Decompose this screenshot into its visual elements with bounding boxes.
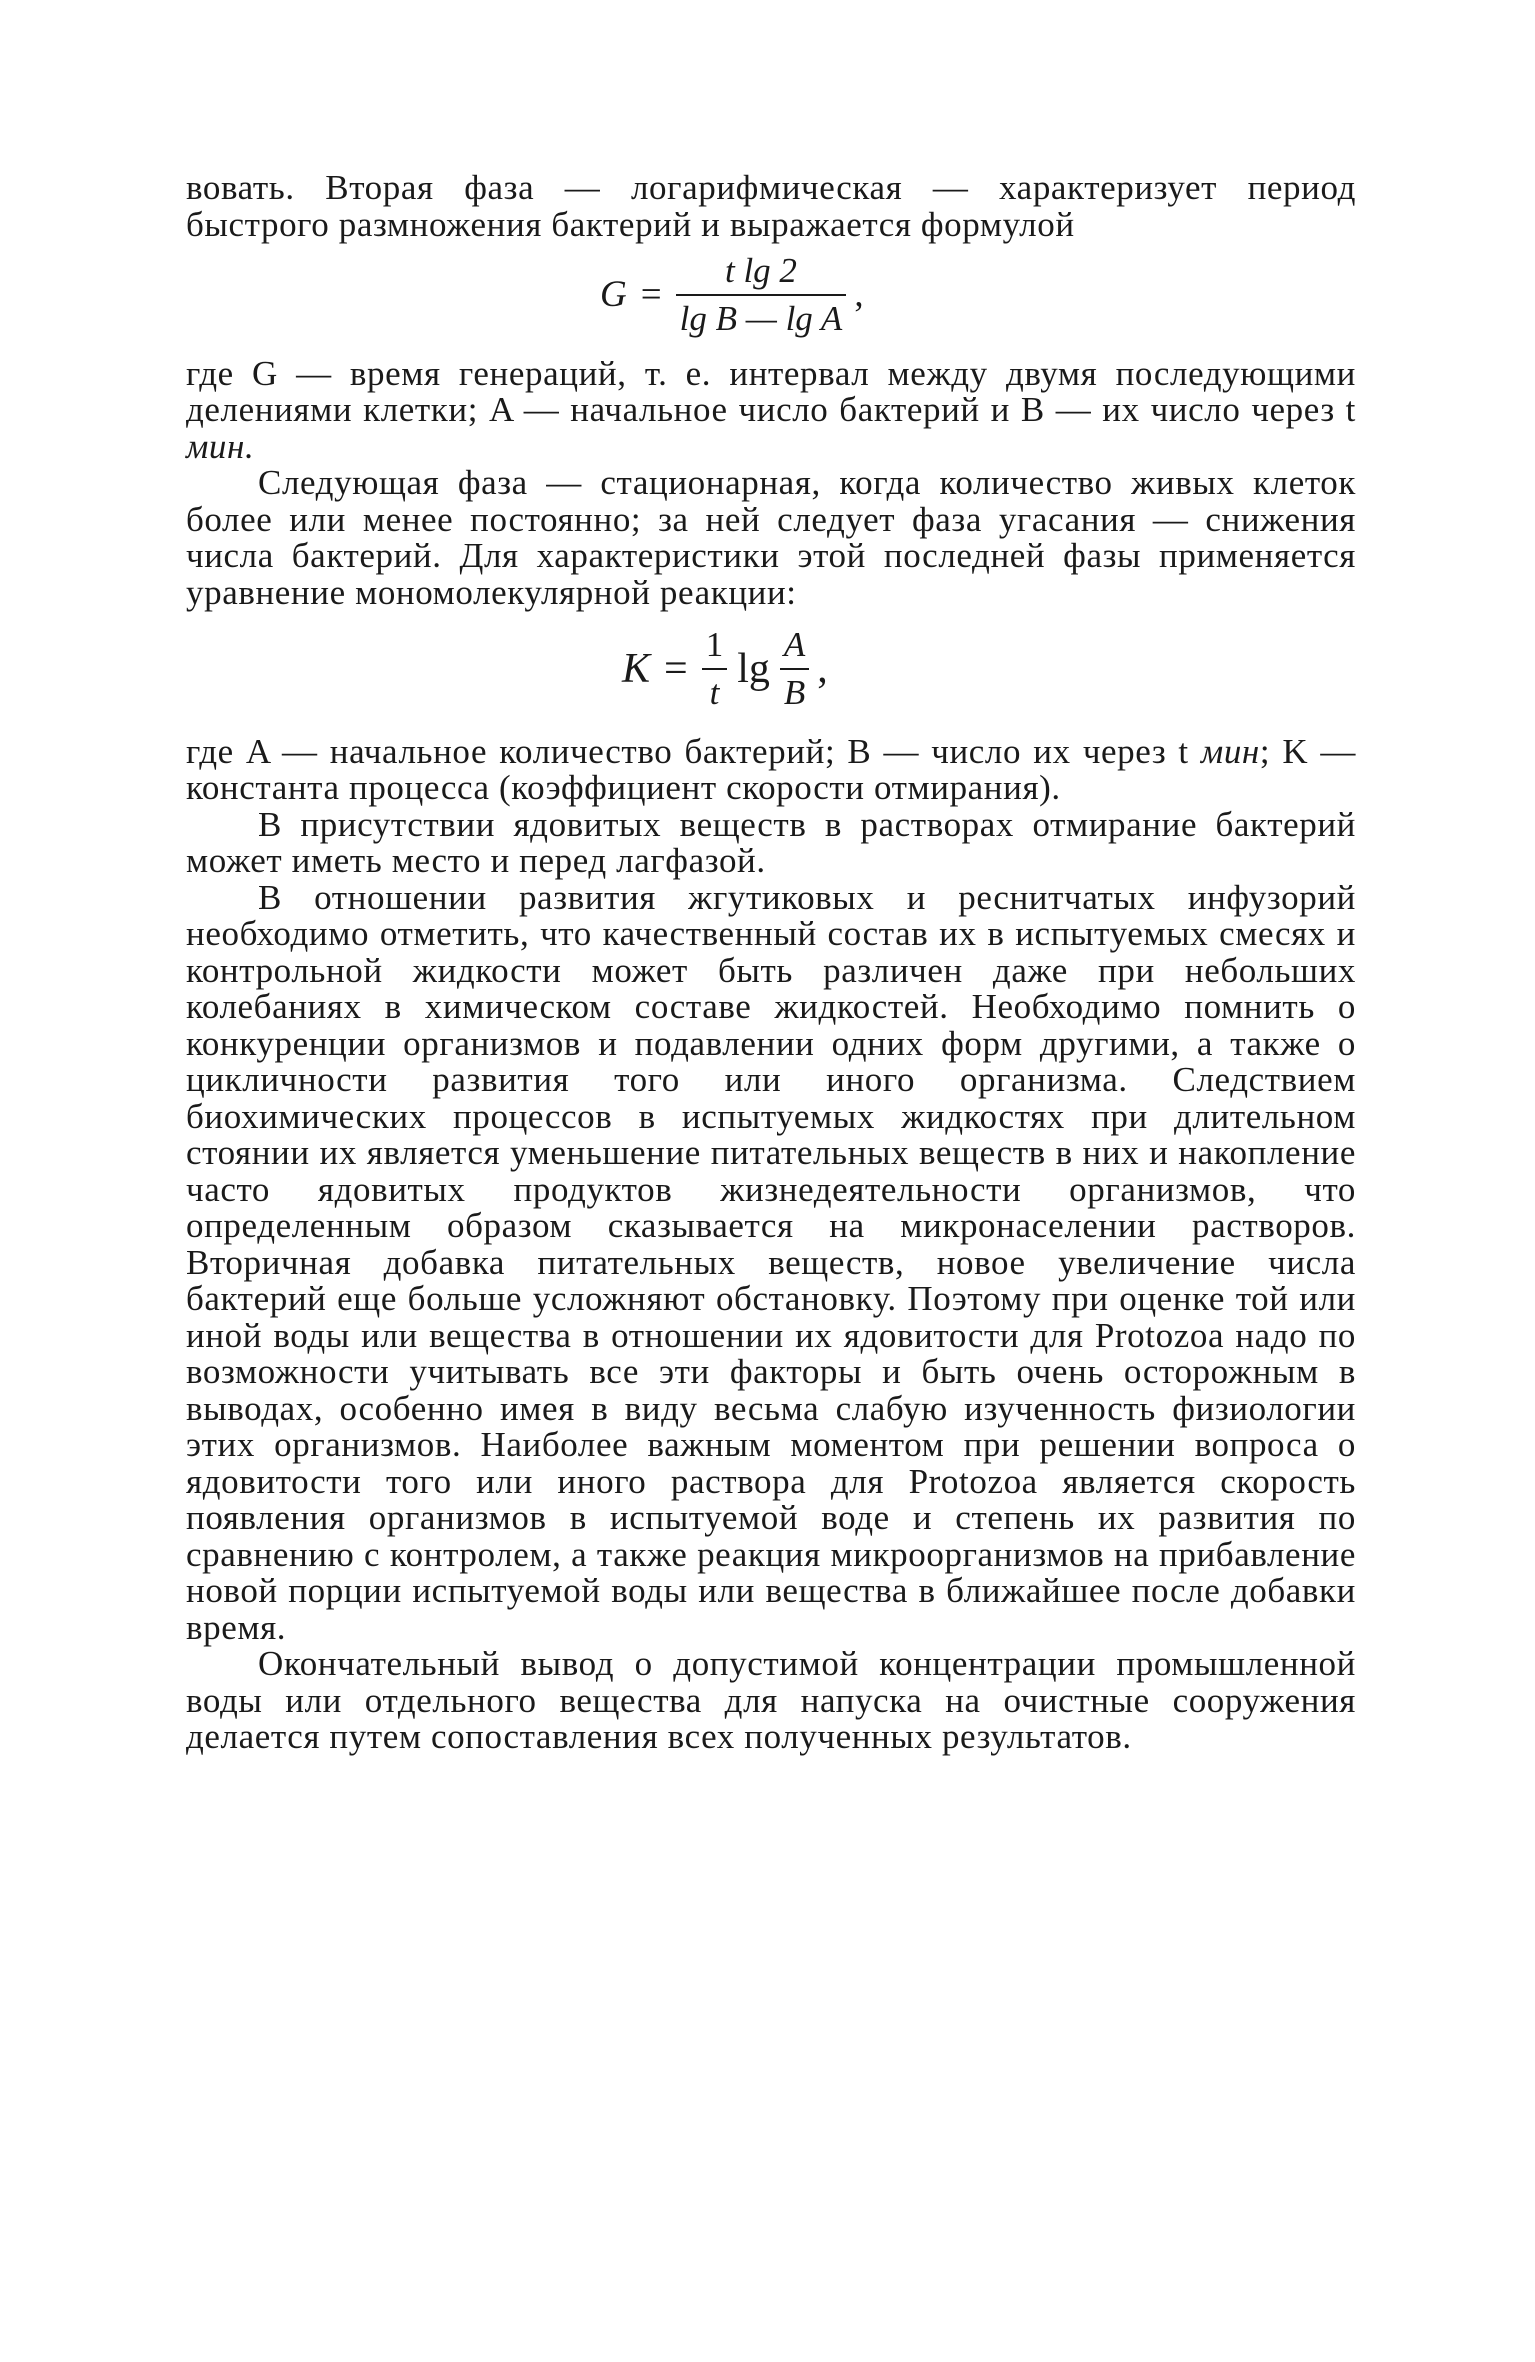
formula-g-numerator: t lg 2 [724,251,797,290]
formula-g-denominator: lg B — lg A [679,299,843,339]
formula-k-frac2-numerator: A [783,625,806,664]
paragraph-k-definition [186,731,1356,807]
formula-k-equals: = [664,646,688,692]
page-body [186,170,1356,1756]
paragraph-k-definition-min: мин [1188,731,1260,771]
paragraph-final-conclusion: Окончательный вывод о допустимой концентрации промышленной воды или отдельного вещества для напуска на очистные сооружения делается путем сопоставления всех полученных результатов. [186,1644,1356,1756]
paragraph-log-phase: вовать. Вторая фаза — логарифмическая — характеризует период быстрого размножения бактерий и выражается формулой [186,168,1356,244]
paragraph-toxic-substances: В присутствии ядовитых веществ в растворах отмирание бактерий может иметь место и перед лагфазой. [186,804,1356,880]
paragraph-g-definition [186,353,1356,466]
paragraph-protozoa-development: В отношении развития жгутиковых и реснитчатых инфузорий необходимо отметить, что качественный состав их в испытуемых смесях и контрольной жидкости может быть различен даже при небольших колебаниях в химическом составе жидкостей. Необходимо помнить о конкуренции организмов и подавлении одних форм другими, а также о цикличности развития того или иного организма. Следствием биохимических процессов в испытуемых жидкостях при длительном стоянии их является уменьшение питательных веществ в них и накопление часто ядовитых продуктов жизнедеятельности организмов, что определенным образом сказывается на микронаселении растворов. Вторичная добавка питательных веществ, новое увеличение числа бактерий еще больше усложняют обстановку. Поэтому при оценке той или иной воды или вещества в отношении их ядовитости для Protozoa надо по возможности учитывать все эти факторы и быть очень осторожным в выводах, особенно имея в виду весьма слабую изученность физиологии этих организмов. Наиболее важным моментом при решении вопроса о ядовитости того или иного раствора для Protozoa является скорость появления организмов в испытуемой воде и степень их развития по сравнению с контролем, а также реакция микроорганизмов на прибавление новой порции испытуемой воды или вещества в ближайшее после добавки время. [186,877,1356,1647]
formula-generation-time [186,251,1356,340]
formula-k-comma: , [817,646,828,692]
formula-k-lhs: K [622,646,651,692]
formula-g-fraction [676,251,847,340]
paragraph-k-definition-part2: ; K — константа процесса (коэффициент скорости отмирания). [186,731,1356,807]
paragraph-stationary-phase: Следующая фаза — стационарная, когда количество живых клеток более или менее постоянно; за ней следует фаза угасания — снижения числа бактерий. Для характеристики этой последней фазы применяется уравнение мономолекулярной реакции: [186,463,1356,612]
formula-k-frac1-denominator: t [709,673,720,713]
formula-k-frac1-numerator: 1 [705,625,724,664]
paragraph-g-definition-min: мин. [186,426,255,466]
formula-rate-constant [186,625,1356,714]
paragraph-k-definition-part1: где A — начальное количество бактерий; B — число их через t [186,731,1189,771]
formula-g-equals: = [640,274,662,315]
formula-k-lg: lg [737,646,770,692]
formula-k-fraction-2 [780,625,809,714]
formula-k-frac2-denominator: B [783,673,806,713]
formula-k-fraction-1 [702,625,728,714]
paragraph-g-definition-text: где G — время генераций, т. е. интервал между двумя последующими делениями клетки; A — начальное число бактерий и B — их число через t [186,353,1356,429]
formula-g-lhs: G [600,274,627,315]
formula-g-comma: , [854,274,864,315]
